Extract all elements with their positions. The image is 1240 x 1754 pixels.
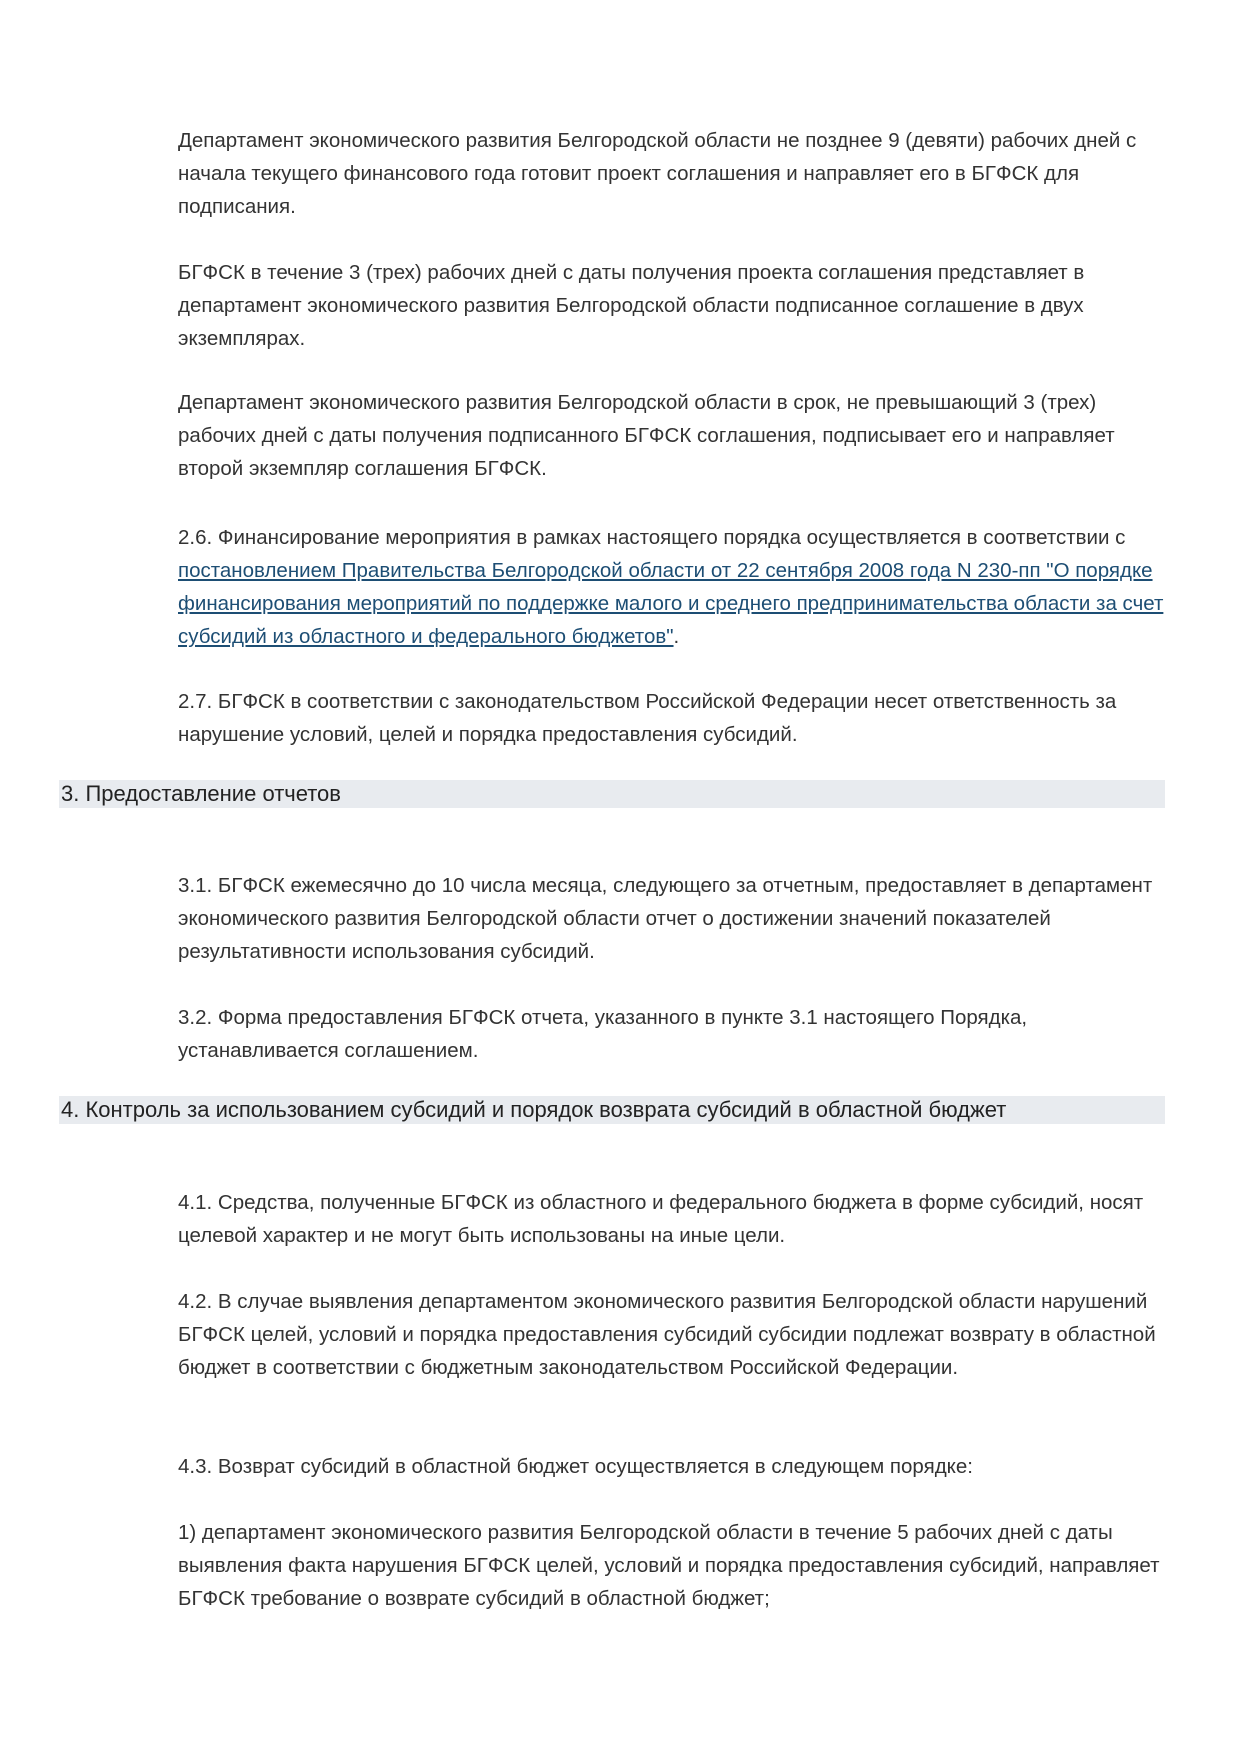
paragraph-2-6-end: . [673,625,680,648]
section-heading-4: 4. Контроль за использованием субсидий и порядок возврата субсидий в областной бюджет [59,1096,1165,1124]
paragraph-4-3: 4.3. Возврат субсидий в областной бюджет осуществляется в следующем порядке: [178,1455,973,1478]
paragraph-agreement-return: Департамент экономического развития Белгородской области в срок, не превышающий 3 (трех) рабочих дней с даты получения подписанного БГФСК соглашения, подписывает его и направляет второй экземпляр соглашения БГФСК. [178,391,1115,480]
paragraph-agreement-sign: БГФСК в течение 3 (трех) рабочих дней с даты получения проекта соглашения представляет в департамент экономического развития Белгородской области подписанное соглашение в двух экземплярах. [178,261,1085,350]
paragraph-2-6 [178,521,1170,653]
paragraph-3-2: 3.2. Форма предоставления БГФСК отчета, указанного в пункте 3.1 настоящего Порядка, устанавливается соглашением. [178,1006,1028,1062]
paragraph-2-6-text: 2.6. Финансирование мероприятия в рамках настоящего порядка осуществляется в соответствии с [178,526,1126,549]
paragraph-agreement-prep: Департамент экономического развития Белгородской области не позднее 9 (девяти) рабочих дней с начала текущего финансового года готовит проект соглашения и направляет его в БГФСК для подписания. [178,129,1137,218]
paragraph-2-7: 2.7. БГФСК в соответствии с законодательством Российской Федерации несет ответственность за нарушение условий, целей и порядка предоставления субсидий. [178,690,1117,746]
paragraph-3-1: 3.1. БГФСК ежемесячно до 10 числа месяца, следующего за отчетным, предоставляет в департамент экономического развития Белгородской области отчет о достижении значений показателей результативности использования субсидий. [178,874,1153,963]
paragraph-4-1: 4.1. Средства, полученные БГФСК из областного и федерального бюджета в форме субсидий, носят целевой характер и не могут быть использованы на иные цели. [178,1191,1144,1247]
section-heading-3: 3. Предоставление отчетов [59,780,1165,808]
paragraph-4-3-item-1: 1) департамент экономического развития Белгородской области в течение 5 рабочих дней с даты выявления факта нарушения БГФСК целей, условий и порядка предоставления субсидий, направляет БГФСК требование о возврате субсидий в областной бюджет; [178,1521,1160,1610]
paragraph-4-2: 4.2. В случае выявления департаментом экономического развития Белгородской области нарушений БГФСК целей, условий и порядка предоставления субсидий субсидии подлежат возврату в областной бюджет в соответствии с бюджетным законодательством Российской Федерации. [178,1290,1156,1379]
resolution-link[interactable]: постановлением Правительства Белгородской области от 22 сентября 2008 года N 230-пп "О порядке финансирования мероприятий по поддержке малого и среднего предпринимательства области за счет субсидий из областного и федерального бюджетов" [178,559,1164,648]
